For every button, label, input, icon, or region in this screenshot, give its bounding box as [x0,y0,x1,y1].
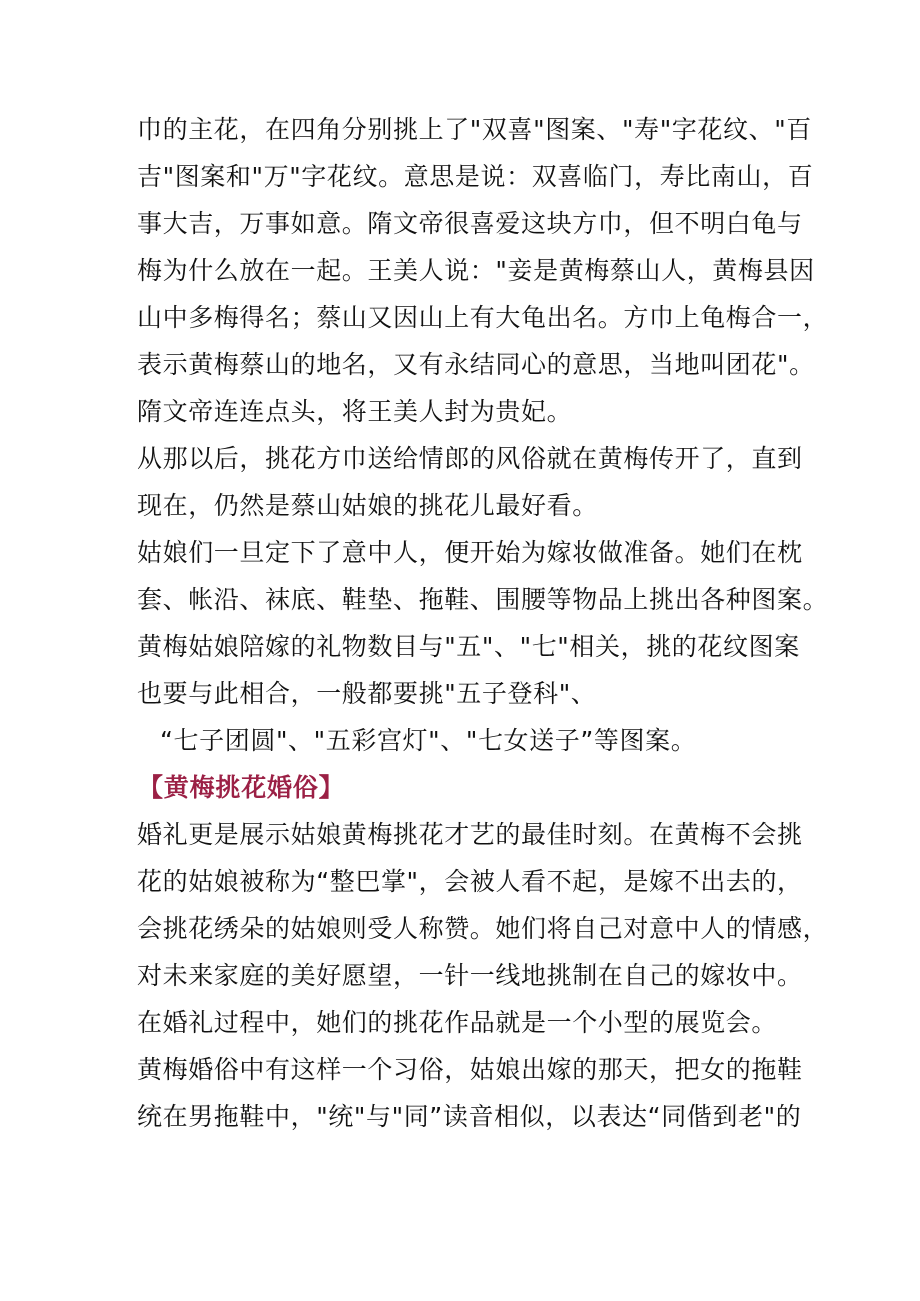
paragraph-line: 统在男拖鞋中，"统"与"同”读音相似，以表达“同偕到老"的 [137,1102,802,1131]
paragraph-line: 对未来家庭的美好愿望，一针一线地挑制在自己的嫁妆中。 [137,961,803,990]
paragraph-line: 花的姑娘被称为“整巴掌"，会被人看不起，是嫁不出去的， [137,867,803,896]
paragraph-line: 会挑花绣朵的姑娘则受人称赞。她们将自己对意中人的情感， [137,914,829,943]
paragraph-line: 隋文帝连连点头，将王美人封为贵妃。 [137,397,573,426]
paragraph-line: 黄梅姑娘陪嫁的礼物数目与"五"、"七"相关，挑的花纹图案 [137,632,800,661]
paragraph-line: 巾的主花，在四角分别挑上了"双喜"图案、"寿"字花纹、"百 [137,115,812,144]
paragraph-line: 现在，仍然是蔡山姑娘的挑花儿最好看。 [137,491,598,520]
paragraph-line: 婚礼更是展示姑娘黄梅挑花才艺的最佳时刻。在黄梅不会挑 [137,820,803,849]
paragraph-line: 也要与此相合，一般都要挑"五子登科"、 [137,679,597,708]
paragraph-line: 从那以后，挑花方巾送给情郎的风俗就在黄梅传开了，直到 [137,444,803,473]
paragraph-line: “七子团圆"、"五彩宫灯"、"七女送子”等图案。 [160,726,697,755]
paragraph-line: 在婚礼过程中，她们的挑花作品就是一个小型的展览会。 [137,1008,778,1037]
paragraph-line: 梅为什么放在一起。王美人说："妾是黄梅蔡山人，黄梅县因 [137,256,815,285]
paragraph-line: 姑娘们一旦定下了意中人，便开始为嫁妆做准备。她们在枕 [137,538,803,567]
paragraph-line: 表示黄梅蔡山的地名，又有永结同心的意思，当地叫团花"。 [137,350,815,379]
paragraph-line: 事大吉，万事如意。隋文帝很喜爱这块方巾，但不明白龟与 [137,209,803,238]
paragraph-line: 套、帐沿、袜底、鞋垫、拖鞋、围腰等物品上挑出各种图案。 [137,585,829,614]
section-heading: 【黄梅挑花婚俗】 [138,773,345,802]
paragraph-line: 黄梅婚俗中有这样一个习俗，姑娘出嫁的那天，把女的拖鞋 [137,1055,803,1084]
paragraph-line: 吉"图案和"万"字花纹。意思是说：双喜临门，寿比南山，百 [137,162,814,191]
paragraph-line: 山中多梅得名；蔡山又因山上有大龟出名。方巾上龟梅合一， [137,303,829,332]
